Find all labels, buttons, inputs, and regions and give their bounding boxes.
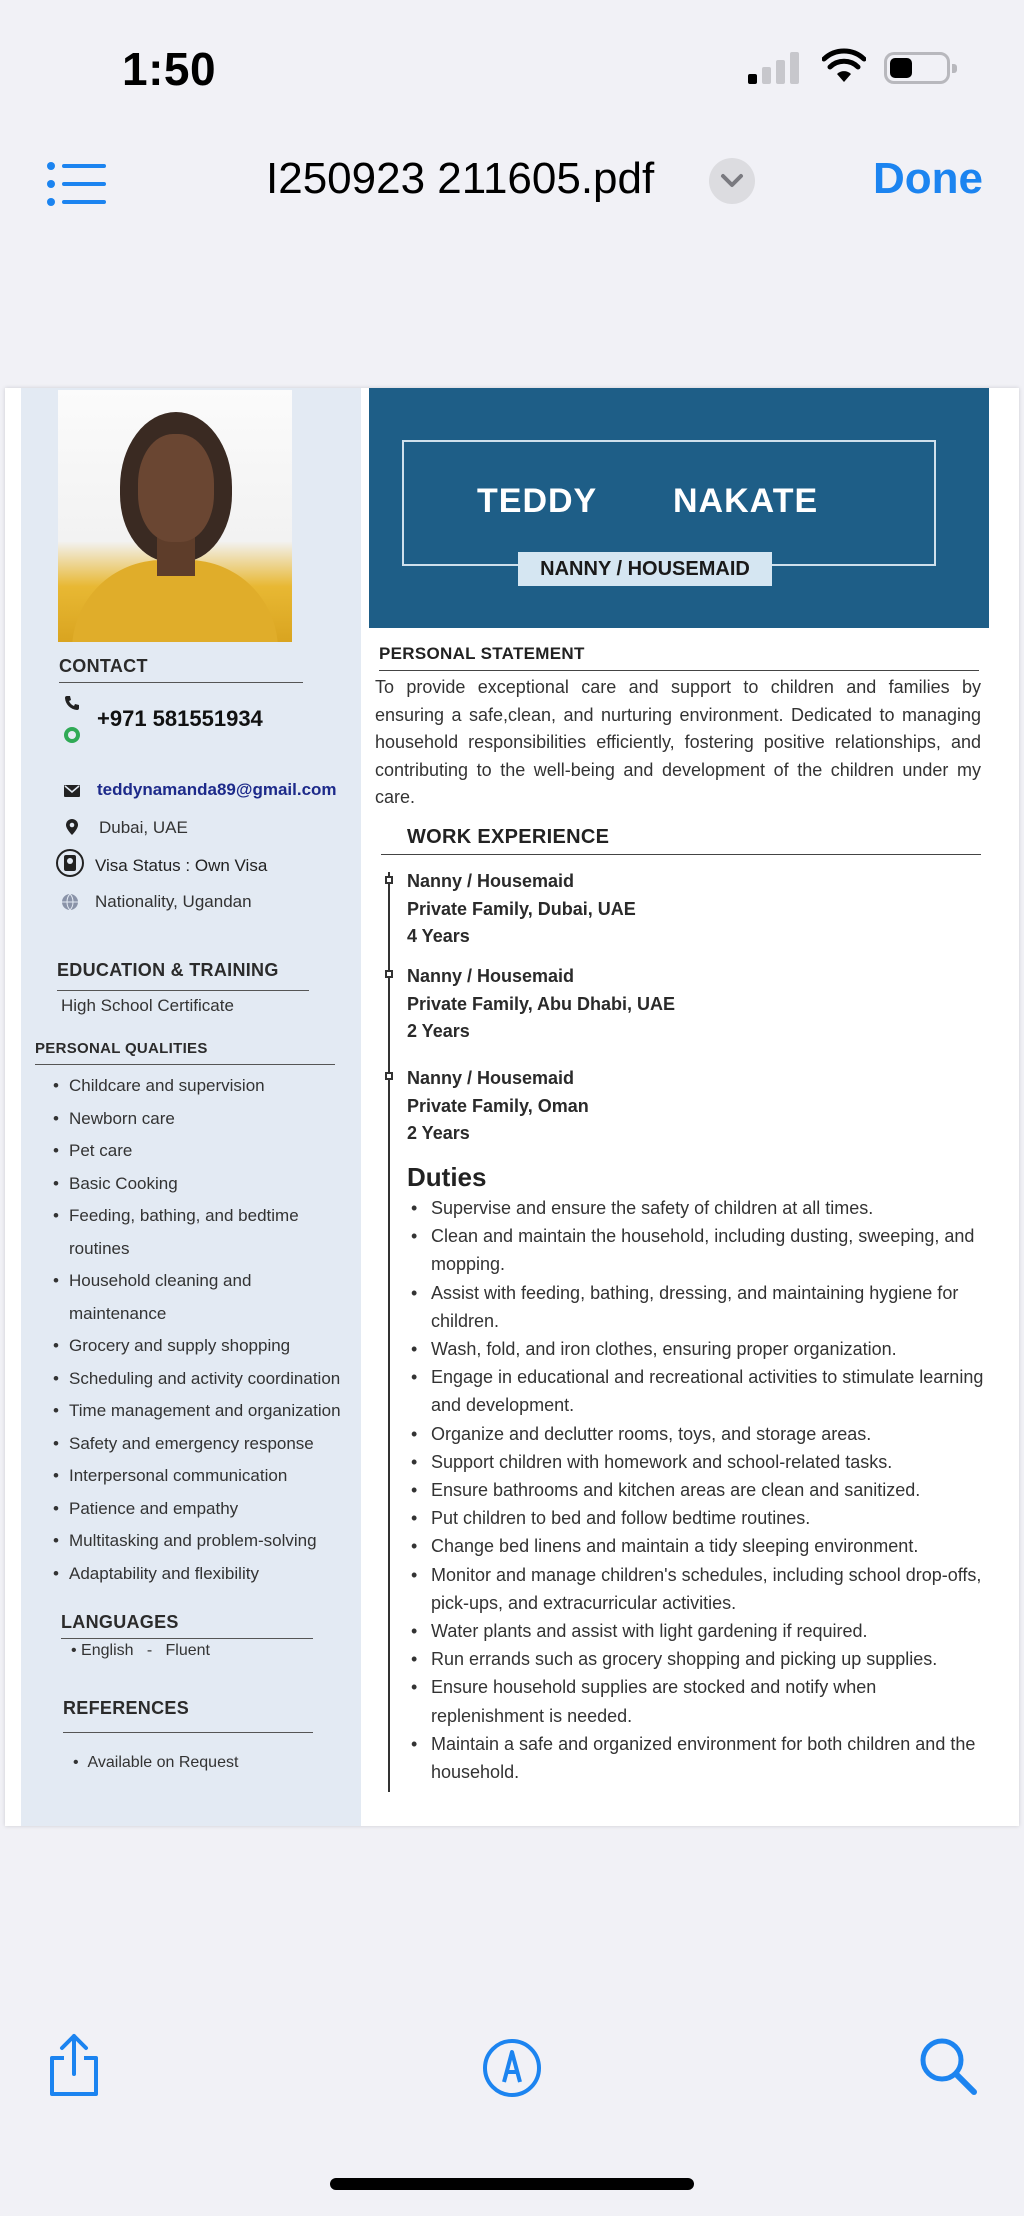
job-title: Nanny / Housemaid xyxy=(407,871,575,891)
role-tag: NANNY / HOUSEMAID xyxy=(518,552,772,586)
list-item: • Interpersonal communication xyxy=(53,1460,363,1493)
markup-pen-icon[interactable] xyxy=(482,2038,542,2098)
list-item: • Run errands such as grocery shopping and picking up supplies. xyxy=(409,1645,989,1673)
globe-icon xyxy=(61,893,79,911)
name-banner xyxy=(369,388,989,628)
job-entry xyxy=(407,868,636,951)
job-employer: Private Family, Dubai, UAE xyxy=(407,898,636,919)
divider xyxy=(35,1064,335,1065)
phone-icon xyxy=(63,694,81,712)
languages-heading: LANGUAGES xyxy=(61,1612,179,1632)
share-icon[interactable] xyxy=(46,2032,102,2098)
list-item: • Childcare and supervision xyxy=(53,1070,363,1103)
references-value: Available on Request xyxy=(87,1754,239,1771)
list-item: • Support children with homework and school-related tasks. xyxy=(409,1448,989,1476)
list-item: • Wash, fold, and iron clothes, ensuring proper organization. xyxy=(409,1335,989,1363)
job-employer: Private Family, Abu Dhabi, UAE xyxy=(407,993,676,1014)
list-item: • Clean and maintain the household, including dusting, sweeping, and mopping. xyxy=(409,1222,989,1278)
list-item: • Scheduling and activity coordination xyxy=(53,1363,363,1396)
status-bar xyxy=(0,0,1024,130)
list-item: • Supervise and ensure the safety of children at all times. xyxy=(409,1194,989,1222)
timeline-marker xyxy=(385,970,393,978)
list-item: • Engage in educational and recreational activities to stimulate learning and development. xyxy=(409,1363,989,1419)
list-item: • Multitasking and problem-solving xyxy=(53,1525,363,1558)
divider xyxy=(63,1732,313,1733)
last-name: NAKATE xyxy=(673,482,819,520)
divider xyxy=(59,682,303,683)
list-item: • Basic Cooking xyxy=(53,1168,363,1201)
duties-heading: Duties xyxy=(407,1162,487,1192)
job-entry xyxy=(407,1065,589,1148)
job-title: Nanny / Housemaid xyxy=(407,1068,575,1088)
language-value: English - Fluent xyxy=(81,1642,210,1659)
duties-list xyxy=(409,1194,989,1786)
nav-bar xyxy=(0,140,1024,224)
timeline-marker xyxy=(385,876,393,884)
contact-email[interactable]: teddynamanda89@gmail.com xyxy=(97,780,337,799)
location-pin-icon xyxy=(63,818,81,836)
divider xyxy=(381,854,981,855)
list-item: • Newborn care xyxy=(53,1103,363,1136)
divider xyxy=(57,990,309,991)
references-heading: REFERENCES xyxy=(63,1698,190,1718)
contact-location: Dubai, UAE xyxy=(99,818,188,837)
work-heading: WORK EXPERIENCE xyxy=(407,826,610,848)
title-menu-button[interactable] xyxy=(709,158,755,204)
document-title[interactable]: I250923 211605.pdf xyxy=(266,154,655,203)
battery-icon xyxy=(884,52,950,84)
contact-visa: Visa Status : Own Visa xyxy=(95,856,268,875)
references-item: • Available on Request xyxy=(73,1754,239,1771)
contact-heading: CONTACT xyxy=(59,656,148,676)
list-item: • Ensure household supplies are stocked and notify when replenishment is needed. xyxy=(409,1673,989,1729)
first-name: TEDDY xyxy=(477,482,598,520)
list-item: • Household cleaning and maintenance xyxy=(53,1265,283,1330)
list-item: • Time management and organization xyxy=(53,1395,363,1428)
education-item: High School Certificate xyxy=(61,996,234,1015)
list-item: • Change bed linens and maintain a tidy sleeping environment. xyxy=(409,1532,989,1560)
list-item: • Pet care xyxy=(53,1135,363,1168)
profile-photo xyxy=(58,390,292,642)
pdf-page[interactable] xyxy=(5,388,1019,1826)
chevron-down-icon xyxy=(709,158,755,204)
contact-phone: +971 581551934 xyxy=(97,706,263,731)
statement-heading: PERSONAL STATEMENT xyxy=(379,644,585,663)
list-item: • Monitor and manage children's schedules, including school drop-offs, pick-ups, and extracurricular activities. xyxy=(409,1561,989,1617)
list-item: • Adaptability and flexibility xyxy=(53,1558,363,1591)
list-item: • Ensure bathrooms and kitchen areas are clean and sanitized. xyxy=(409,1476,989,1504)
job-duration: 4 Years xyxy=(407,926,470,947)
education-heading: EDUCATION & TRAINING xyxy=(57,960,279,980)
timeline-marker xyxy=(385,1072,393,1080)
list-item: • Put children to bed and follow bedtime routines. xyxy=(409,1504,989,1532)
list-item: • Safety and emergency response xyxy=(53,1428,363,1461)
list-icon[interactable] xyxy=(46,160,110,208)
home-indicator[interactable] xyxy=(330,2178,694,2190)
language-item: • English - Fluent xyxy=(71,1642,210,1659)
statement-text: To provide exceptional care and support to children and families by ensuring a safe,clean, and nurturing environment. Dedicated to managing household responsibilities efficiently, fostering positive relationships, and contributing to the well-being and development of the children under my care. xyxy=(375,677,981,808)
list-item: • Maintain a safe and organized environment for both children and the household. xyxy=(409,1730,989,1786)
search-icon[interactable] xyxy=(918,2036,978,2098)
job-entry xyxy=(407,963,675,1046)
list-item: • Patience and empathy xyxy=(53,1493,363,1526)
divider xyxy=(61,1638,313,1639)
job-employer: Private Family, Oman xyxy=(407,1095,589,1116)
list-item: • Grocery and supply shopping xyxy=(53,1330,363,1363)
whatsapp-icon xyxy=(63,726,81,744)
wifi-icon xyxy=(822,48,866,84)
job-duration: 2 Years xyxy=(407,1123,470,1144)
contact-nationality: Nationality, Ugandan xyxy=(95,892,252,911)
list-item: • Water plants and assist with light gardening if required. xyxy=(409,1617,989,1645)
list-item: • Assist with feeding, bathing, dressing, and maintaining hygiene for children. xyxy=(409,1279,989,1335)
email-icon xyxy=(63,782,81,800)
done-button[interactable]: Done xyxy=(873,154,983,203)
passport-icon xyxy=(55,848,85,878)
job-duration: 2 Years xyxy=(407,1021,470,1042)
work-timeline xyxy=(388,872,390,1792)
cellular-signal-icon xyxy=(748,50,802,84)
list-item: • Organize and declutter rooms, toys, and storage areas. xyxy=(409,1420,989,1448)
job-title: Nanny / Housemaid xyxy=(407,966,575,986)
qualities-list xyxy=(53,1070,363,1590)
qualities-heading: PERSONAL QUALITIES xyxy=(35,1040,208,1057)
divider xyxy=(379,670,979,671)
status-time: 1:50 xyxy=(122,43,217,95)
list-item: • Feeding, bathing, and bedtime routines xyxy=(53,1200,313,1265)
